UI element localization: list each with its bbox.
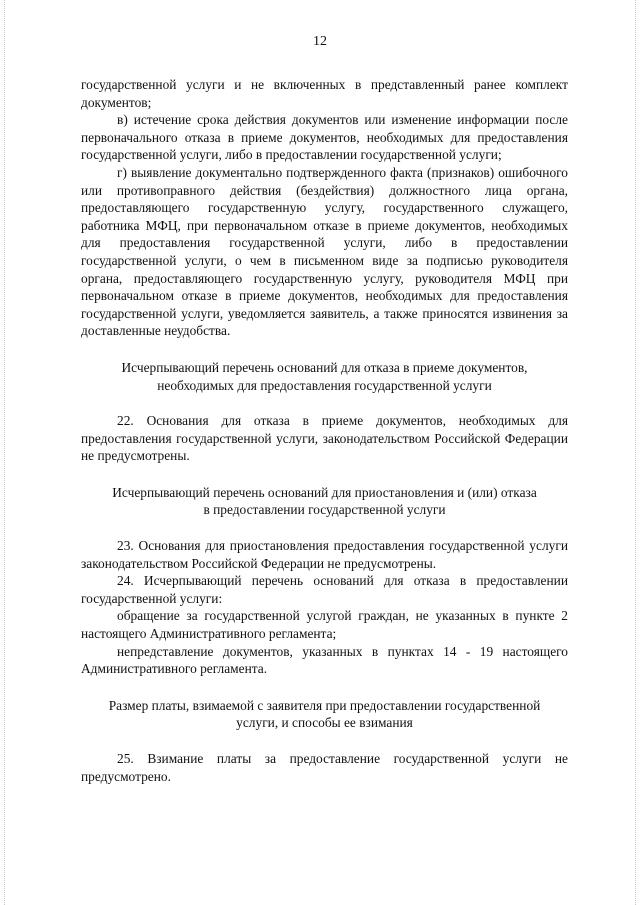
paragraph: 22. Основания для отказа в приеме документов, необходимых для предоставления государственной услуги, законодательством Российской Федерации не предусмотрены.	[81, 413, 568, 464]
document-body	[81, 76, 568, 785]
paragraph: 25. Взимание платы за предоставление государственной услуги не предусмотрено.	[81, 751, 568, 784]
section-heading-line: Исчерпывающий перечень оснований для приостановления и (или) отказа	[112, 484, 537, 500]
section-heading-line: в предоставлении государственной услуги	[203, 502, 446, 518]
paragraph: непредставление документов, указанных в пунктах 14 - 19 настоящего Административного регламента.	[81, 643, 568, 677]
paragraph: г) выявление документально подтвержденного факта (признаков) ошибочного или противоправного действия (бездействия) должностного лица органа, предоставляющего государственную услугу, государственного служащего, работника МФЦ, при первоначальном отказе в приеме документов, необходимых для предоставления государственной услуги, либо в предоставлении государственной услуги, о чем в письменном виде за подписью руководителя органа, предоставляющего государственную услугу, руководителя МФЦ при первоначальном отказе в приеме документов, необходимых для предоставления государственной услуги, уведомляется заявитель, а также приносятся извинения за доставленные неудобства.	[81, 164, 568, 339]
section-heading-line: Размер платы, взимаемой с заявителя при предоставлении государственной	[108, 697, 541, 713]
paragraph: 24. Исчерпывающий перечень оснований для отказа в предоставлении государственной услуги:	[81, 573, 568, 606]
paragraph: государственной услуги и не включенных в представленный ранее комплект документов;	[81, 77, 568, 110]
section-heading-line: необходимых для предоставления государственной услуги	[157, 377, 492, 393]
paragraph: обращение за государственной услугой граждан, не указанных в пункте 2 настоящего Административного регламента;	[81, 608, 568, 642]
section-heading	[81, 484, 568, 519]
section-heading	[81, 697, 568, 732]
paragraph: в) истечение срока действия документов или изменение информации после первоначального отказа в приеме документов, необходимых для предоставления государственной услуги, либо в предоставлении государственной услуги;	[81, 112, 568, 163]
section-heading-line: услуги, и способы ее взимания	[236, 715, 413, 731]
page-edge-left	[4, 0, 5, 905]
page-edge-right	[635, 0, 636, 905]
section-heading	[81, 359, 568, 394]
section-heading-line: Исчерпывающий перечень оснований для отказа в приеме документов,	[121, 359, 528, 375]
page-number: 12	[313, 34, 327, 49]
paragraph: 23. Основания для приостановления предоставления государственной услуги законодательством Российской Федерации не предусмотрены.	[81, 538, 568, 571]
